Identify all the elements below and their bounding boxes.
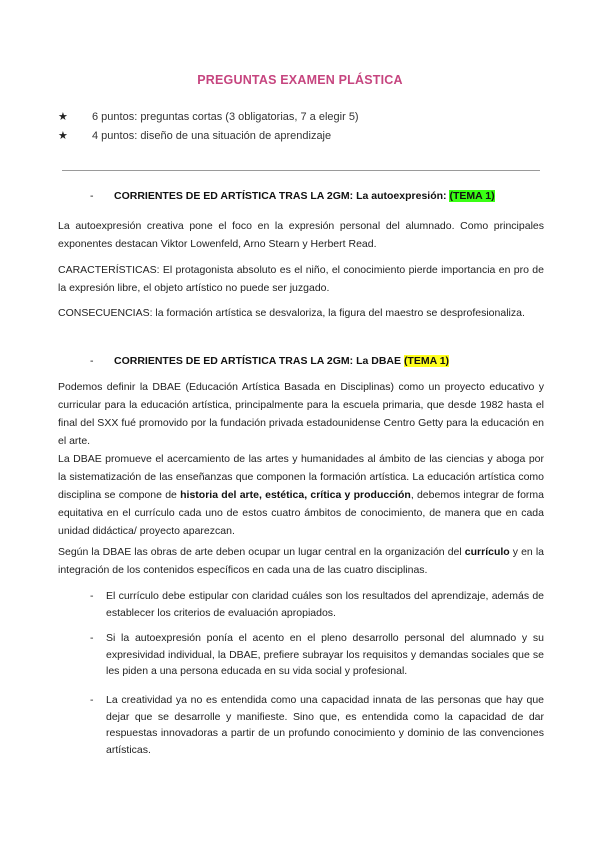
p3-text-start: Según la DBAE las obras de arte deben ocupar un lugar central en la organización del [58,546,465,558]
points-item [58,110,359,123]
heading-dash: - [90,190,94,202]
divider [62,170,540,171]
list-item-text: Si la autoexpresión ponía el acento en el pleno desarrollo personal del alumnado y su expresividad individual, la DBAE, prefiere subrayar los requisitos y demandas sociales que se les piden a una persona educada en su vida social y profesional. [106,632,544,677]
section1-characteristics: CARACTERÍSTICAS: El protagonista absoluto es el niño, el conocimiento pierde importancia en pro de la expresión libre, el objeto artístico no puede ser juzgado. [58,264,544,294]
section2-tag: (TEMA 1) [403,355,450,367]
p2-text-end: , debemos integrar de forma equitativa en el currículo cada uno de estos cuatro ámbitos de conocimiento, de manera que en cada unidad didáctica/ proyecto aparezcan. [58,489,545,537]
list-item-text: El currículo debe estipular con claridad cuáles son los resultados del aprendizaje, además de establecer los criterios de evaluación apropiados. [106,590,544,619]
section2-paragraph-promotion [58,450,544,540]
p3-bold-curriculo: currículo [464,546,510,558]
bullet-dash: - [90,590,94,602]
section2-paragraph-curriculum [58,543,544,579]
section2-paragraph-definition: Podemos definir la DBAE (Educación Artística Basada en Disciplinas) como un proyecto educativo y curricular para la educación artística, principalmente para la escuela primaria, que desde 1982 hasta el final del SXX fué promovido por la fundación privada estadounidense Centro Getty para la educación en el arte. [58,381,544,447]
star-icon: ★ [58,111,68,123]
star-icon: ★ [58,130,68,142]
list-item [90,630,544,680]
bullet-dash: - [90,694,94,706]
p2-bold-disciplines: historia del arte, estética, crítica y producción [180,489,411,501]
list-item [90,692,544,758]
section2-heading-text: CORRIENTES DE ED ARTÍSTICA TRAS LA 2GM: La DBAE [114,355,404,367]
p2-text-start: La DBAE promueve el acercamiento de las artes y humanidades al ámbito de las ciencias y aboga por la sistematización de las enseñanzas que componen la formación artística. La educación artística como disciplina se compone de [58,453,544,501]
list-item-text: La creatividad ya no es entendida como una capacidad innata de las personas que hay que dejar que se desarrolle y manifieste. Sino que, es entendida como la capacidad de dar respuestas innovadoras a partir de un profundo conocimiento y dominio de las convenciones artísticas. [106,694,544,756]
section1-heading-text: CORRIENTES DE ED ARTÍSTICA TRAS LA 2GM: La autoexpresión: [114,190,450,202]
page-title: PREGUNTAS EXAMEN PLÁSTICA [197,73,403,87]
section1-consequences: CONSECUENCIAS: la formación artística se desvaloriza, la figura del maestro se desprofesionaliza. [58,307,525,319]
section1-heading [90,190,495,202]
section1-paragraph: La autoexpresión creativa pone el foco en la expresión personal del alumnado. Como principales exponentes destacan Viktor Lowenfeld, Arno Stearn y Herbert Read. [58,220,544,250]
heading-dash: - [90,355,94,367]
bullet-dash: - [90,632,94,644]
section1-tag: (TEMA 1) [449,190,495,202]
section2-heading [90,355,449,367]
list-item [90,588,544,621]
points-text: 4 puntos: diseño de una situación de aprendizaje [92,130,332,142]
p3-text-end: y en la integración de los contenidos específicos en cada una de las cuatro disciplinas. [58,546,544,576]
points-text: 6 puntos: preguntas cortas (3 obligatorias, 7 a elegir 5) [92,111,359,123]
points-item [58,129,331,142]
